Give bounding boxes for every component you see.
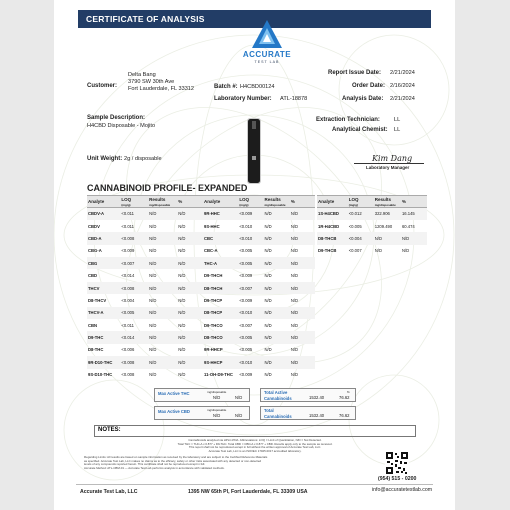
max-active-cbd-box xyxy=(154,406,250,420)
certificate-page xyxy=(54,0,455,510)
cell-analyte: 9S-HHC xyxy=(204,223,220,229)
cell-analyte: D8-THCB xyxy=(317,232,348,244)
cell-pct: 16.145 xyxy=(401,208,427,220)
table-row xyxy=(87,294,205,306)
cell-result: N/D xyxy=(374,232,401,244)
cell-loq: <0.010 xyxy=(239,223,253,229)
cell-loq: <0.007 xyxy=(239,322,253,328)
cannabinoid-profile-title: CANNABINOID PROFILE- EXPANDED xyxy=(87,183,248,193)
cell-pct: N/D xyxy=(290,372,299,378)
cell-result: N/D xyxy=(149,273,157,279)
total-label: Total xyxy=(264,408,274,413)
total-active-label: Total Active xyxy=(264,390,288,395)
cell-result: N/D xyxy=(148,208,177,220)
col-loq xyxy=(238,196,263,208)
col-loq-label: LOQ xyxy=(239,196,250,202)
cell-result: N/D xyxy=(264,297,272,303)
notes-label: NOTES: xyxy=(98,427,121,433)
max-active-thc-box xyxy=(154,388,250,402)
cell-loq: <0.007 xyxy=(120,257,148,269)
cell-pct: N/D xyxy=(290,297,299,303)
sample-description-label: Sample Description: xyxy=(87,115,146,121)
cell-pct: N/D xyxy=(178,347,186,353)
cell-loq: <0.007 xyxy=(238,282,263,294)
table-row xyxy=(87,232,205,244)
footer-phone: (954) 515 - 0200 xyxy=(378,476,417,482)
cell-analyte: CBG xyxy=(87,257,120,269)
table-row xyxy=(317,232,427,244)
col-results-label: Results xyxy=(264,196,281,202)
col-loq-unit: (mg/g) xyxy=(348,202,358,207)
col-results-unit: mg/disposable xyxy=(149,202,171,207)
cell-result: N/D xyxy=(264,223,272,229)
notes-box xyxy=(94,425,416,437)
table-row xyxy=(203,369,315,381)
order-date-label: Order Date: xyxy=(352,83,386,89)
table-row xyxy=(203,307,315,319)
cell-result: N/D xyxy=(148,307,177,319)
col-loq-unit: (mg/g) xyxy=(239,202,249,207)
cell-result: N/D xyxy=(149,372,157,378)
max-active-cbd-label: Max Active CBD xyxy=(158,409,190,414)
cell-loq: <0.008 xyxy=(120,232,148,244)
cell-pct: N/D xyxy=(290,232,315,244)
cell-pct: N/D xyxy=(290,347,299,353)
customer-address-2: Fort Lauderdale, FL 33312 xyxy=(128,86,195,92)
cell-analyte: D8-THC xyxy=(88,347,104,353)
table-row xyxy=(317,220,427,232)
cell-analyte: D8-THCH xyxy=(203,282,238,294)
col-results-label: Results xyxy=(374,196,392,202)
table-row xyxy=(203,282,315,294)
qr-code-icon[interactable] xyxy=(385,451,409,475)
cell-loq: <0.008 xyxy=(121,372,135,378)
total-active-value: 1532.40 xyxy=(309,395,325,400)
cell-pct: N/D xyxy=(177,257,205,269)
cell-analyte: 9R-D10-THC xyxy=(87,356,120,368)
cannabinoid-table-2 xyxy=(203,195,315,381)
table-row xyxy=(203,331,315,343)
cell-loq: <0.011 xyxy=(121,223,134,229)
cell-analyte: THCV xyxy=(87,282,120,294)
cell-analyte: 9S-D10-THC xyxy=(88,372,113,378)
cell-loq: <0.014 xyxy=(121,273,135,279)
cell-loq: <0.009 xyxy=(238,208,263,220)
analysis-date-value: 2/21/2024 xyxy=(390,96,415,102)
cell-loq: <0.009 xyxy=(239,372,253,378)
table-row xyxy=(203,208,315,220)
cell-pct: N/D xyxy=(177,208,205,220)
cell-pct: N/D xyxy=(290,307,315,319)
cell-analyte: THC-A xyxy=(203,257,238,269)
cell-loq: <0.005 xyxy=(238,331,263,343)
cell-analyte: THCV-A xyxy=(87,307,120,319)
cell-loq: <0.008 xyxy=(120,282,148,294)
cell-analyte: D8-THCV xyxy=(88,297,107,303)
cell-pct: N/D xyxy=(290,223,299,229)
cell-result: N/D xyxy=(148,257,177,269)
cell-result: N/D xyxy=(263,356,289,368)
cell-loq: <0.007 xyxy=(348,248,362,254)
cell-analyte: 9S-HHCP xyxy=(203,356,238,368)
table-row xyxy=(203,220,315,232)
unit-weight-value: 2g / disposable xyxy=(124,156,162,162)
table-row xyxy=(203,269,315,281)
cell-loq: <0.014 xyxy=(120,331,148,343)
col-analyte: Analyte xyxy=(203,196,238,208)
cell-pct: N/D xyxy=(178,322,186,328)
cell-analyte: 1R-H4CBD xyxy=(318,223,340,229)
cell-loq: <0.011 xyxy=(121,322,134,328)
cell-pct: N/D xyxy=(401,248,410,254)
manager-signature: Kim Dang xyxy=(372,154,413,163)
extraction-technician-value: LL xyxy=(394,117,401,123)
cell-result: N/D xyxy=(264,347,272,353)
cell-analyte: D9-THCH xyxy=(204,273,223,279)
cell-result: N/D xyxy=(263,257,289,269)
cell-result: N/D xyxy=(263,331,289,343)
fine-print-line-4: Accurate Test Lab, LLC is an ISO/IEC 17025:2017 accredited laboratory. xyxy=(208,448,302,453)
cell-result: N/D xyxy=(148,232,177,244)
col-analyte: Analyte xyxy=(87,196,120,208)
cell-result: N/D xyxy=(263,232,289,244)
lab-number-value: ATL-18878 xyxy=(280,96,308,102)
table-row xyxy=(203,232,315,244)
cell-pct: N/D xyxy=(401,232,427,244)
laboratory-manager-label: Laboratory Manager xyxy=(366,165,410,170)
table-row xyxy=(87,282,205,294)
fine-print-line-7: levels of any compounds reported herein. This certificate shall not be reproduced except in full. xyxy=(84,462,206,467)
table-row xyxy=(87,245,205,257)
cell-result: N/D xyxy=(149,297,157,303)
cell-analyte: 1S-H4CBD xyxy=(317,208,348,220)
cell-pct: N/D xyxy=(290,273,299,279)
cell-analyte: 11-OH-D9-THC xyxy=(204,372,233,378)
footer-address: 1395 NW 65th Pl, Fort Lauderdale, FL 33309 USA xyxy=(188,489,308,495)
col-percent: % xyxy=(290,196,315,208)
total-percent: 76.62 xyxy=(339,413,350,418)
lab-name: ACCURATE xyxy=(242,50,292,59)
max-active-cbd-percent: N/D xyxy=(235,413,243,418)
cell-analyte: CBC xyxy=(203,232,238,244)
max-active-thc-label: Max Active THC xyxy=(158,391,190,396)
cell-result: N/D xyxy=(263,208,289,220)
cell-loq: <0.009 xyxy=(239,297,253,303)
disclaimer xyxy=(84,456,380,471)
cell-analyte: CBD xyxy=(88,273,98,279)
cell-loq: <0.004 xyxy=(121,297,135,303)
max-active-thc-value: N/D xyxy=(213,395,221,400)
total-cannabinoids-box xyxy=(260,406,356,420)
col-results-unit: mg/disposable xyxy=(264,202,286,207)
fine-print-line-3: This report shall not be reproduced except in full without the written approval of Accurate Test Lab, LLC. xyxy=(188,445,322,450)
batch-label: Batch #: xyxy=(214,84,238,90)
col-analyte: Analyte xyxy=(317,196,348,208)
col-results-label: Results xyxy=(149,196,166,202)
customer-name: Delta Bang xyxy=(128,72,156,78)
table-row xyxy=(87,208,205,220)
report-issue-label: Report Issue Date: xyxy=(328,70,382,76)
table-row xyxy=(87,307,205,319)
cell-loq: <0.005 xyxy=(239,248,253,254)
max-active-thc-unit: mg/disposable xyxy=(207,390,227,394)
table-row xyxy=(87,369,205,381)
cell-result: 322.906 xyxy=(374,208,401,220)
cell-analyte: CBC-A xyxy=(204,248,218,254)
table-row xyxy=(203,344,315,356)
cell-pct: N/D xyxy=(178,297,186,303)
cell-analyte: CBD-A xyxy=(87,232,120,244)
cell-analyte: D9-THCP xyxy=(204,297,223,303)
signature-line xyxy=(354,163,424,164)
col-results xyxy=(148,196,177,208)
table-row xyxy=(317,208,427,220)
table-row xyxy=(87,344,205,356)
lab-subtitle: TEST LAB xyxy=(254,60,280,64)
cell-result: N/D xyxy=(264,273,272,279)
cell-analyte: 9R-HHC xyxy=(203,208,238,220)
cell-loq: <0.012 xyxy=(348,208,374,220)
cell-analyte: D9-THCB xyxy=(318,248,337,254)
report-issue-value: 2/21/2024 xyxy=(390,70,415,76)
cell-result: N/D xyxy=(148,331,177,343)
analytical-chemist-value: LL xyxy=(394,127,401,133)
cell-pct: N/D xyxy=(178,223,186,229)
cell-analyte: CBG-A xyxy=(88,248,102,254)
cell-analyte: CBN xyxy=(88,322,98,328)
footer-company: Accurate Test Lab, LLC xyxy=(80,489,138,495)
certificate-title: CERTIFICATE OF ANALYSIS xyxy=(78,10,431,28)
table-row xyxy=(203,257,315,269)
fine-print-line-1: Cannabinoids analyzed via HPLC-PDA. Abbreviations: LOQ = Limit of Quantitation, N/D = Not Detected. xyxy=(188,438,322,442)
cell-result: N/D xyxy=(149,322,157,328)
cell-loq: <0.008 xyxy=(120,356,148,368)
table-row xyxy=(317,245,427,257)
total-active-percent: 76.62 xyxy=(339,395,350,400)
cell-loq: <0.006 xyxy=(121,347,135,353)
cell-loq: <0.005 xyxy=(348,223,362,229)
cell-loq: <0.010 xyxy=(238,356,263,368)
col-percent: % xyxy=(177,196,205,208)
cell-pct: N/D xyxy=(290,248,299,254)
cell-pct: N/D xyxy=(290,322,299,328)
cell-loq: <0.005 xyxy=(238,257,263,269)
cell-result: N/D xyxy=(264,248,272,254)
customer-label: Customer: xyxy=(87,83,118,89)
vape-pen-image xyxy=(244,118,264,184)
cell-analyte: D9-THCO xyxy=(204,322,223,328)
cell-pct: N/D xyxy=(177,232,205,244)
triangle-logo-icon xyxy=(222,18,312,50)
lab-logo xyxy=(222,18,312,68)
cell-pct: N/D xyxy=(177,356,205,368)
col-loq xyxy=(348,196,374,208)
table-row xyxy=(87,257,205,269)
col-loq-label: LOQ xyxy=(348,196,359,202)
max-active-cbd-value: N/D xyxy=(213,413,221,418)
fine-print-line-8: Accurate Method: ATL-CBM-01 — Accurate Test Lab performs analysis in accordance with validated methods. xyxy=(84,465,225,470)
total-active-cannabinoids-box xyxy=(260,388,356,402)
cell-pct: N/D xyxy=(177,307,205,319)
table-row xyxy=(203,294,315,306)
cell-result: N/D xyxy=(149,347,157,353)
total-active-label-2: Cannabinoids xyxy=(264,396,292,401)
cell-result: N/D xyxy=(149,248,157,254)
cell-result: N/D xyxy=(264,372,272,378)
col-loq-label: LOQ xyxy=(121,196,132,202)
cell-pct: N/D xyxy=(178,372,186,378)
total-label-2: Cannabinoids xyxy=(264,414,292,419)
table-row xyxy=(87,356,205,368)
cell-result: N/D xyxy=(263,307,289,319)
max-active-cbd-unit: mg/disposable xyxy=(207,408,227,412)
cell-pct: N/D xyxy=(177,282,205,294)
table-row xyxy=(203,356,315,368)
col-results-unit: mg/disposable xyxy=(374,202,396,207)
cell-pct: N/D xyxy=(290,331,315,343)
cell-analyte: 9R-HHCP xyxy=(204,347,223,353)
max-active-thc-percent: N/D xyxy=(235,395,243,400)
cell-result: N/D xyxy=(263,282,289,294)
col-results xyxy=(374,196,401,208)
cell-analyte: D8-THCP xyxy=(203,307,238,319)
footer-email[interactable]: info@accuratetestlab.com xyxy=(372,487,433,493)
table-row xyxy=(203,319,315,331)
col-loq-unit: (mg/g) xyxy=(121,202,131,207)
cell-pct: N/D xyxy=(178,248,186,254)
cell-pct: N/D xyxy=(290,356,315,368)
footer xyxy=(76,476,433,498)
cell-loq: <0.005 xyxy=(120,307,148,319)
cell-analyte: D9-THC xyxy=(87,331,120,343)
analysis-date-label: Analysis Date: xyxy=(342,96,384,102)
cannabinoid-table-3 xyxy=(317,195,427,257)
fine-print-line-6: as specified. Accurate Test Lab, LLC makes no claims as to the efficacy, safety or other risks associated with any detected or non-detected xyxy=(84,458,262,463)
extraction-technician-label: Extraction Technician: xyxy=(316,117,380,123)
lab-number-label: Laboratory Number: xyxy=(214,96,272,102)
method-notes xyxy=(94,439,416,454)
unit-weight-label: Unit Weight: xyxy=(87,156,123,162)
cell-pct: N/D xyxy=(290,257,315,269)
table-row xyxy=(87,331,205,343)
cell-result: N/D xyxy=(148,356,177,368)
fine-print-line-5: Regarding Limits: All results are based on sample information as received by the laboratory and are subject to the Certified Reference Materials xyxy=(84,455,268,459)
col-results xyxy=(263,196,289,208)
cell-loq: <0.011 xyxy=(120,208,148,220)
cell-result: N/D xyxy=(148,282,177,294)
cell-pct: N/D xyxy=(177,331,205,343)
cell-result: 1209.490 xyxy=(374,223,393,229)
cell-result: N/D xyxy=(374,248,382,254)
cell-pct: N/D xyxy=(290,208,315,220)
cell-loq: <0.009 xyxy=(239,273,253,279)
order-date-value: 2/16/2024 xyxy=(390,83,415,89)
cell-analyte: CBDV xyxy=(88,223,100,229)
cell-pct: N/D xyxy=(290,282,315,294)
total-active-percent-header: % xyxy=(347,390,350,394)
table-row xyxy=(87,269,205,281)
table-row xyxy=(87,319,205,331)
cell-pct: N/D xyxy=(178,273,186,279)
cell-analyte: D8-THCO xyxy=(203,331,238,343)
fine-print-line-2: Total THC = THC-A x 0.877 + D9-THC. Total CBD = CBD-A x 0.877 + CBD. Results apply only to the sample as received. xyxy=(177,441,333,446)
table-row xyxy=(87,220,205,232)
cannabinoid-table-1 xyxy=(87,195,205,381)
cell-loq: <0.005 xyxy=(239,347,253,353)
analytical-chemist-label: Analytical Chemist: xyxy=(332,127,388,133)
cell-result: N/D xyxy=(149,223,157,229)
cell-loq: <0.010 xyxy=(238,232,263,244)
cell-loq: <0.009 xyxy=(121,248,135,254)
table-row xyxy=(203,245,315,257)
col-percent: % xyxy=(401,196,427,208)
customer-address-1: 3790 SW 30th Ave xyxy=(128,79,175,85)
cell-pct: 60.474 xyxy=(401,223,415,229)
cell-loq: <0.010 xyxy=(238,307,263,319)
total-value: 1532.40 xyxy=(309,413,325,418)
cell-result: N/D xyxy=(264,322,272,328)
col-loq xyxy=(120,196,148,208)
cell-analyte: CBDV-A xyxy=(87,208,120,220)
sample-description-value: H4CBD Disposable - Mojito xyxy=(87,123,156,129)
cell-loq: <0.004 xyxy=(348,232,374,244)
batch-value: H4CBD00124 xyxy=(240,84,275,90)
